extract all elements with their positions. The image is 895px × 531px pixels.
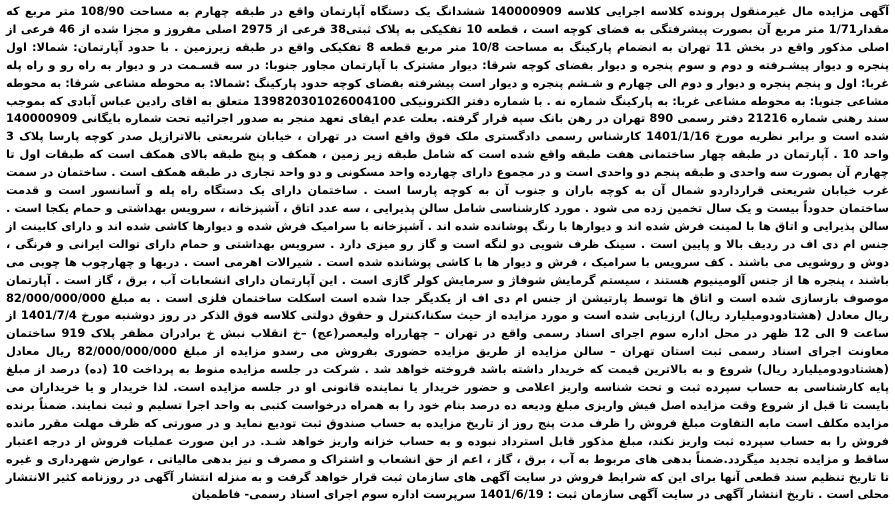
auction-notice-text: آگهی مزایده مال غیرمنقول پرونده کلاسه اجرایی کلاسه 140000909 ششدانگ یک دستگاه آپارتمان واقع در طبقه چهارم به مساحت 108/90 متر مربع که مقدار1/71 متر مربع آن بصورت پیشرفتگی به فضای کوچه است ، قطعه 10 تفکیکی به پلاک ثبتی38 فرعی از 2975 اصلی مفروز و مجزا شده از 46 فرعی از اصلی مذکور واقع در بخش 11 تهران به انضمام پارکینگ به مساحت 10/8 متر مربع قطعه 8 تفکیکی واقع در طبقه زیرزمین . با حدود آپارتمان: شمالا: اول پنجره و دیوار پیشـرفته و دوم و سوم پنجره و دیوار بفضای کوچه شرقا: دیوار مشترک با آپارتمان مجاور جنوبا: در سه قسـمت در و دیوار به راه رو و راه پله غربا: اول و پنجم پنجره و دیوار و دوم الی چهارم و شـشم پنجره و دیوار است پیشرفته بفضای کوچه حدود پارکینگ :شمالا: به محوطه مشاعی شرقا: به محوطه مشاعی جنوبا: به محوطه مشاعی غربا: به پارکینگ شماره نه . با شماره دفتر الکترونیکی 139820301026004100 متعلق به اقای رادین عباس آبادی که بموجب سند رهنی شماره 21216 دفتر رسمی 890 تهران در رهن بانک سپه قرار گرفته. بعلت عدم ایفای تعهد منجر به صدور اجرائیه تحت شماره بایگانی 140000909 شده است و برابر نظریه مورخ 1401/1/16 کارشناس رسمی دادگستری ملک فوق واقع است در تهران ، خیابان شریعتی بالاترازپل صدر کوچه پارسا پلاک 3 واحد 10 . آپارتمان در طبقه چهار ساختمانی هفت طبقه واقع شده است که شامل طبقه زیر زمین ، همکف و پنج طبقه بالای همکف است که طبقات اول تا چهارم آن بصورت سه واحدی و طبقه پنجم دو واحدی است و در مجموع دارای چهارده واحد مسکونی و دو واحد تجاری در طبقه همکف است . ساختمان در سمت غرب خیابان شریعتی قرارداردو شمال آن به کوچه باران و جنوب آن به کوچه پارسا است . ساختمان دارای یک دستگاه راه پله و آسانسور است و قدمت ساختمان حدوداً بیست و یک سال تخمین زده می شود . مورد کارشناسی شامل سالن پذیرایی ، سه عدد اتاق ، آشپزخانه ، سرویس بهداشتی و حمام یکجا است . سالن پذیرایی و اتاق ها با لمینت فرش شده اند و دیوارها با رنگ پوشانده شده اند . آشپزخانه با سرامیک فرش شده و دیوارها کاشی شده اند و دارای کابینت از جنس ام دی اف در ردیف بالا و پایین است . سینک ظرف شویی دو لنگه است و گاز رو میزی دارد . سرویس بهداشتی و حمام دارای توالت ایرانی و فرنگی ، دوش و روشویی می باشند . کف سرویس با سرامیک ، فرش و دیوار ها با کاشی پوشانده شده است . شیرالات اهرمی است . دربها و چهارچوب ها چوبی می باشند ، پنجره ها از جنس آلومینیوم هستند ، سیستم گرمایش شوفاژ و سرمایش کولر گازی است . این آپارتمان دارای انشعابات آب ، برق ، گاز است . آپارتمان موصوف بازسازی شده است و اتاق ها توسط پارتیشن از جنس ام دی اف از یکدیگر جدا شده است اسکلت ساختمان فلزی است . به مبلغ 82/000/000/000 ریال معادل (هشتادودومیلیارد ریال) ارزیابی شده است و مورد مزایده از حیث سکنا،کنترل و حقوق دولتی کلاسه فوق الذکر در روز دوشنبه مورخ 1401/7/4 از ساعت 9 الی 12 ظهر در محل اداره سوم اجرای اسناد رسمی واقع در تهران – چهارراه ولیعصر(عج) –خ انقلاب نبش خ برادران مظفر پلاک 919 ساختمان معاونت اجرای اسناد رسمی ثبت استان تهران – سالن مزایده از طریق مزایده حضوری بفروش می رسدو مزایده از مبلغ 82/000/000/000 ریال معادل (هشتادودومیلیارد ریال) شروع و به بالاترین قیمت که خریدار داشته باشد فروخته خواهد شد . شرکت در جلسه مزایده منوط به پرداخت 10 (ده) درصد از مبلغ پایه کارشناسی به حساب سپرده ثبت و تحت شناسه واریز اعلامی و حضور خریدار یا نماینده قانونی او در جلسه مزایده است. لذا خریدار و یا خریداران می بایست تا قبل از شروع وقت مزایده اصل فیش واریزی مبلغ ودیعه ده درصد بنام خود را به همراه درخواست کتبی به واحد اجرا تسلیم و ثبت نمایند. ضمناً برنده مزایده مکلف است مابه التفاوت مبلغ فروش را ظرف مدت پنج روز از تاریخ مزایده به حساب صندوق ثبت تودیع نماید و در صورتی که ظرف مهلت مقرر مانده فروش را به حساب سپرده ثبت واریز نکند، مبلغ مذکور قابل استرداد نبوده و به حساب خزانه واریز خواهد شـد. در این صورت عملیات فروش از درجه اعتبار ساقط و مزایده تجدید میگردد.ضمناً بدهی های مربوط به آب ، برق ، گاز ، اعم از حق انشعاب و اشتراک و مصرف و نیز بدهی مالیاتی ، عوارض شهرداری و غیره تا تاریخ تنظیم سند قطعی آنها برای این که شرایط فروش در سایت آگهی های سازمان ثبت قرار خواهد گرفت و به منزله انتشار آگهی در روزنامه کثیر الانتشار محلی است . تاریخ انتشار آگهی در سایت آگهی سازمان ثبت : 1401/6/19 سرپرست اداره سوم اجرای اسناد رسمی- فاطمیان: [6, 4, 889, 502]
